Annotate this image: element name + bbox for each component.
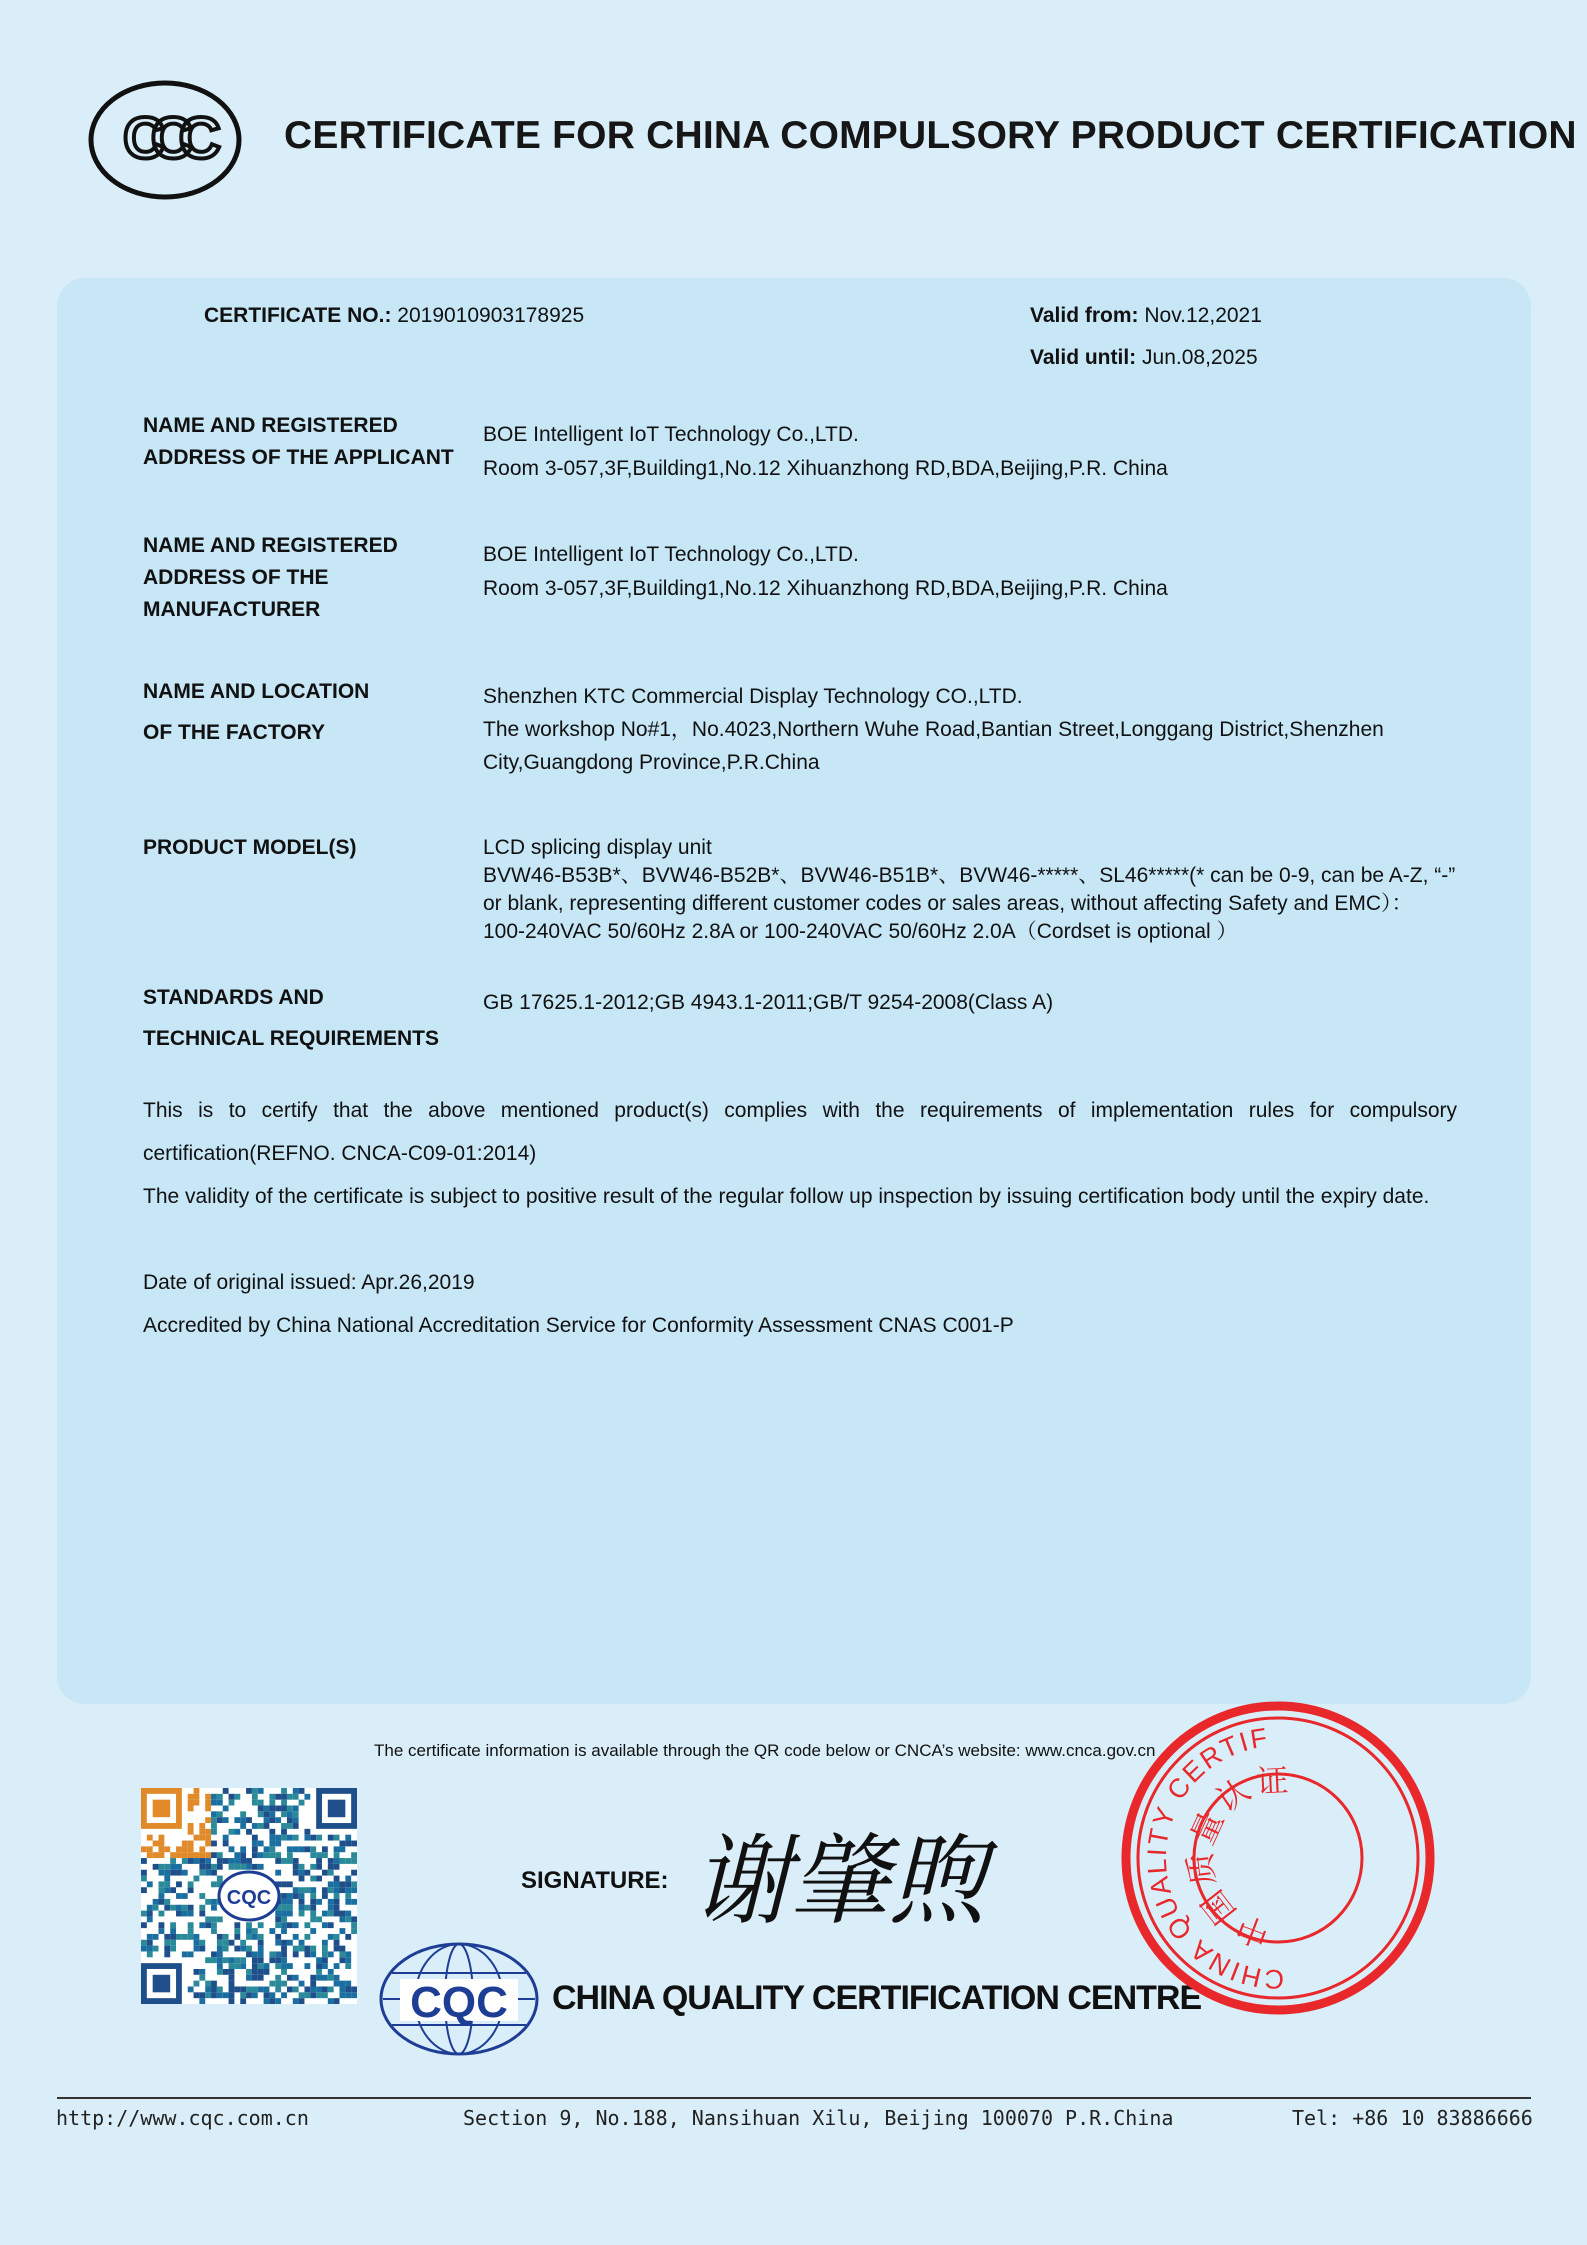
manufacturer-value	[483, 538, 1168, 606]
valid-until-value: Jun.08,2025	[1142, 346, 1258, 369]
valid-until	[1030, 346, 1258, 370]
standards-label-line: TECHNICAL REQUIREMENTS	[143, 1027, 439, 1050]
factory-value	[483, 680, 1384, 779]
certificate-title: CERTIFICATE FOR CHINA COMPULSORY PRODUCT CERTIFICATION	[284, 114, 1577, 157]
qr-code[interactable]	[141, 1788, 357, 2004]
factory-address-line: The workshop No#1，No.4023,Northern Wuhe Road,Bantian Street,Longgang District,Shenzhen	[483, 718, 1384, 741]
applicant-value	[483, 418, 1168, 486]
applicant-label-line: ADDRESS OF THE APPLICANT	[143, 446, 454, 469]
footer-address: Section 9, No.188, Nansihuan Xilu, Beijing 100070 P.R.China	[463, 2106, 1174, 2130]
valid-from-label: Valid from:	[1030, 304, 1139, 327]
footer-phone: Tel: +86 10 83886666	[1292, 2106, 1533, 2130]
certificate-number	[204, 304, 584, 328]
manufacturer-label-line: MANUFACTURER	[143, 598, 321, 621]
product-name: LCD splicing display unit	[483, 836, 712, 859]
qr-note: The certificate information is available through the QR code below or CNCA’s website: www.cnca.gov.cn	[374, 1741, 1156, 1760]
applicant-address: Room 3-057,3F,Building1,No.12 Xihuanzhong RD,BDA,Beijing,P.R. China	[483, 457, 1168, 480]
svg-text:谢肇煦: 谢肇煦	[692, 1825, 987, 1939]
ccc-logo	[88, 80, 242, 200]
factory-label-line: NAME AND LOCATION	[143, 680, 370, 703]
manufacturer-name: BOE Intelligent IoT Technology Co.,LTD.	[483, 543, 859, 566]
valid-until-label: Valid until:	[1030, 346, 1137, 369]
cqc-logo	[378, 1941, 540, 2058]
certificate-number-value: 2019010903178925	[397, 304, 585, 327]
manufacturer-label-line: NAME AND REGISTERED	[143, 534, 398, 557]
manufacturer-label	[143, 530, 398, 626]
svg-text:中国质量认证中心: 中国质量认证中心	[1180, 1761, 1294, 1955]
factory-label	[143, 671, 369, 753]
cqc-name: CHINA QUALITY CERTIFICATION CENTRE	[552, 1979, 1202, 2017]
standards-label	[143, 977, 439, 1059]
product-models-note: or blank, representing different customer codes or sales areas, without affecting Safety and EMC）：	[483, 892, 1413, 915]
valid-from	[1030, 304, 1262, 328]
original-issue-date: Date of original issued: Apr.26,2019	[143, 1271, 475, 1294]
factory-name: Shenzhen KTC Commercial Display Technology CO.,LTD.	[483, 685, 1023, 708]
svg-text:CHINA QUALITY CERTIFICATION CE: CHINA QUALITY CERTIFICATION	[1141, 1722, 1285, 1995]
accreditation-statement: Accredited by China National Accreditation Service for Conformity Assessment CNAS C001-P	[143, 1314, 1014, 1337]
manufacturer-address: Room 3-057,3F,Building1,No.12 Xihuanzhong RD,BDA,Beijing,P.R. China	[483, 577, 1168, 600]
standards-value: GB 17625.1-2012;GB 4943.1-2011;GB/T 9254-2008(Class A)	[483, 991, 1054, 1014]
qr-center-emblem: CQC	[226, 1887, 272, 1909]
product-rating: 100-240VAC 50/60Hz 2.8A or 100-240VAC 50/60Hz 2.0A（Cordset is optional ）	[483, 920, 1238, 943]
product-models: BVW46-B53B*、BVW46-B52B*、BVW46-B51B*、BVW46-*****、SL46*****(* can be 0-9, can be A-Z, “-”	[483, 864, 1456, 887]
certificate-number-label: CERTIFICATE NO.:	[204, 304, 392, 327]
applicant-label	[143, 410, 454, 474]
validity-statement: The validity of the certificate is subject to positive result of the regular follow up inspection by issuing certification body until the expiry date.	[143, 1185, 1430, 1208]
signature-label: SIGNATURE:	[521, 1867, 669, 1894]
applicant-name: BOE Intelligent IoT Technology Co.,LTD.	[483, 423, 859, 446]
applicant-label-line: NAME AND REGISTERED	[143, 414, 398, 437]
product-value	[483, 834, 1463, 946]
valid-from-value: Nov.12,2021	[1144, 304, 1262, 327]
svg-text:CCC: CCC	[123, 106, 207, 171]
product-label: PRODUCT MODEL(S)	[143, 836, 357, 859]
factory-label-line: OF THE FACTORY	[143, 721, 326, 744]
manufacturer-label-line: ADDRESS OF THE	[143, 566, 329, 589]
footer-website[interactable]: http://www.cqc.com.cn	[56, 2106, 309, 2130]
factory-address-line: City,Guangdong Province,P.R.China	[483, 751, 820, 774]
certify-statement: This is to certify that the above mentioned product(s) complies with the requirements of implementation rules for compulsory certification(REFNO. CNCA-C09-01:2014)	[143, 1099, 1457, 1165]
svg-text:CQC: CQC	[410, 1978, 508, 2027]
signature	[692, 1815, 1002, 1945]
official-seal	[1120, 1700, 1436, 2016]
footer-divider	[57, 2097, 1531, 2099]
standards-label-line: STANDARDS AND	[143, 986, 324, 1009]
